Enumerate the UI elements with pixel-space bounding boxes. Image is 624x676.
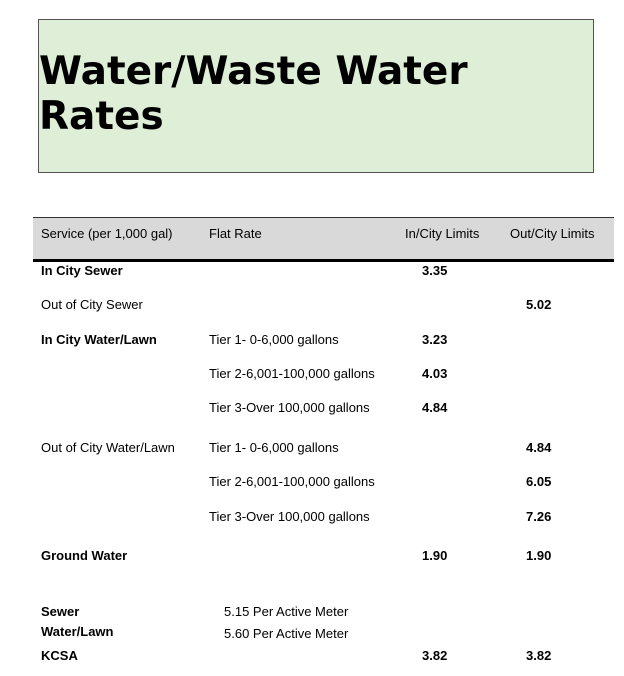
row-service-in-city-water: In City Water/Lawn — [41, 332, 157, 347]
header-out-city: Out/City Limits — [510, 226, 595, 241]
row-out-value: 6.05 — [526, 474, 552, 489]
row-tier: Tier 1- 0-6,000 gallons — [209, 440, 339, 455]
row-tier: Tier 1- 0-6,000 gallons — [209, 332, 339, 347]
row-service-out-city-sewer: Out of City Sewer — [41, 297, 143, 312]
row-tier: Tier 2-6,001-100,000 gallons — [209, 474, 375, 489]
row-in-value: 4.03 — [422, 366, 448, 381]
page-title: Water/Waste Water Rates — [39, 49, 468, 139]
meter-water-value: 5.60 Per Active Meter — [224, 626, 349, 641]
kcsa-in-value: 3.82 — [422, 648, 448, 663]
title-box — [38, 19, 594, 173]
row-in-value: 3.23 — [422, 332, 448, 347]
header-in-city: In/City Limits — [405, 226, 480, 241]
row-out-value: 4.84 — [526, 440, 552, 455]
meter-water-label: Water/Lawn — [41, 624, 114, 639]
row-out-value: 5.02 — [526, 297, 552, 312]
row-out-value: 1.90 — [526, 548, 552, 563]
header-flat-rate: Flat Rate — [209, 226, 262, 241]
kcsa-out-value: 3.82 — [526, 648, 552, 663]
row-in-value: 4.84 — [422, 400, 448, 415]
row-tier: Tier 3-Over 100,000 gallons — [209, 400, 370, 415]
header-service: Service (per 1,000 gal) — [41, 226, 173, 241]
row-out-value: 7.26 — [526, 509, 552, 524]
kcsa-label: KCSA — [41, 648, 78, 663]
row-service-in-city-sewer: In City Sewer — [41, 263, 123, 278]
meter-sewer-label: Sewer — [41, 604, 80, 619]
row-in-value: 3.35 — [422, 263, 448, 278]
row-service-out-city-water: Out of City Water/Lawn — [41, 440, 175, 455]
row-tier: Tier 2-6,001-100,000 gallons — [209, 366, 375, 381]
meter-sewer-value: 5.15 Per Active Meter — [224, 604, 349, 619]
row-tier: Tier 3-Over 100,000 gallons — [209, 509, 370, 524]
row-in-value: 1.90 — [422, 548, 448, 563]
row-service-ground-water: Ground Water — [41, 548, 128, 563]
